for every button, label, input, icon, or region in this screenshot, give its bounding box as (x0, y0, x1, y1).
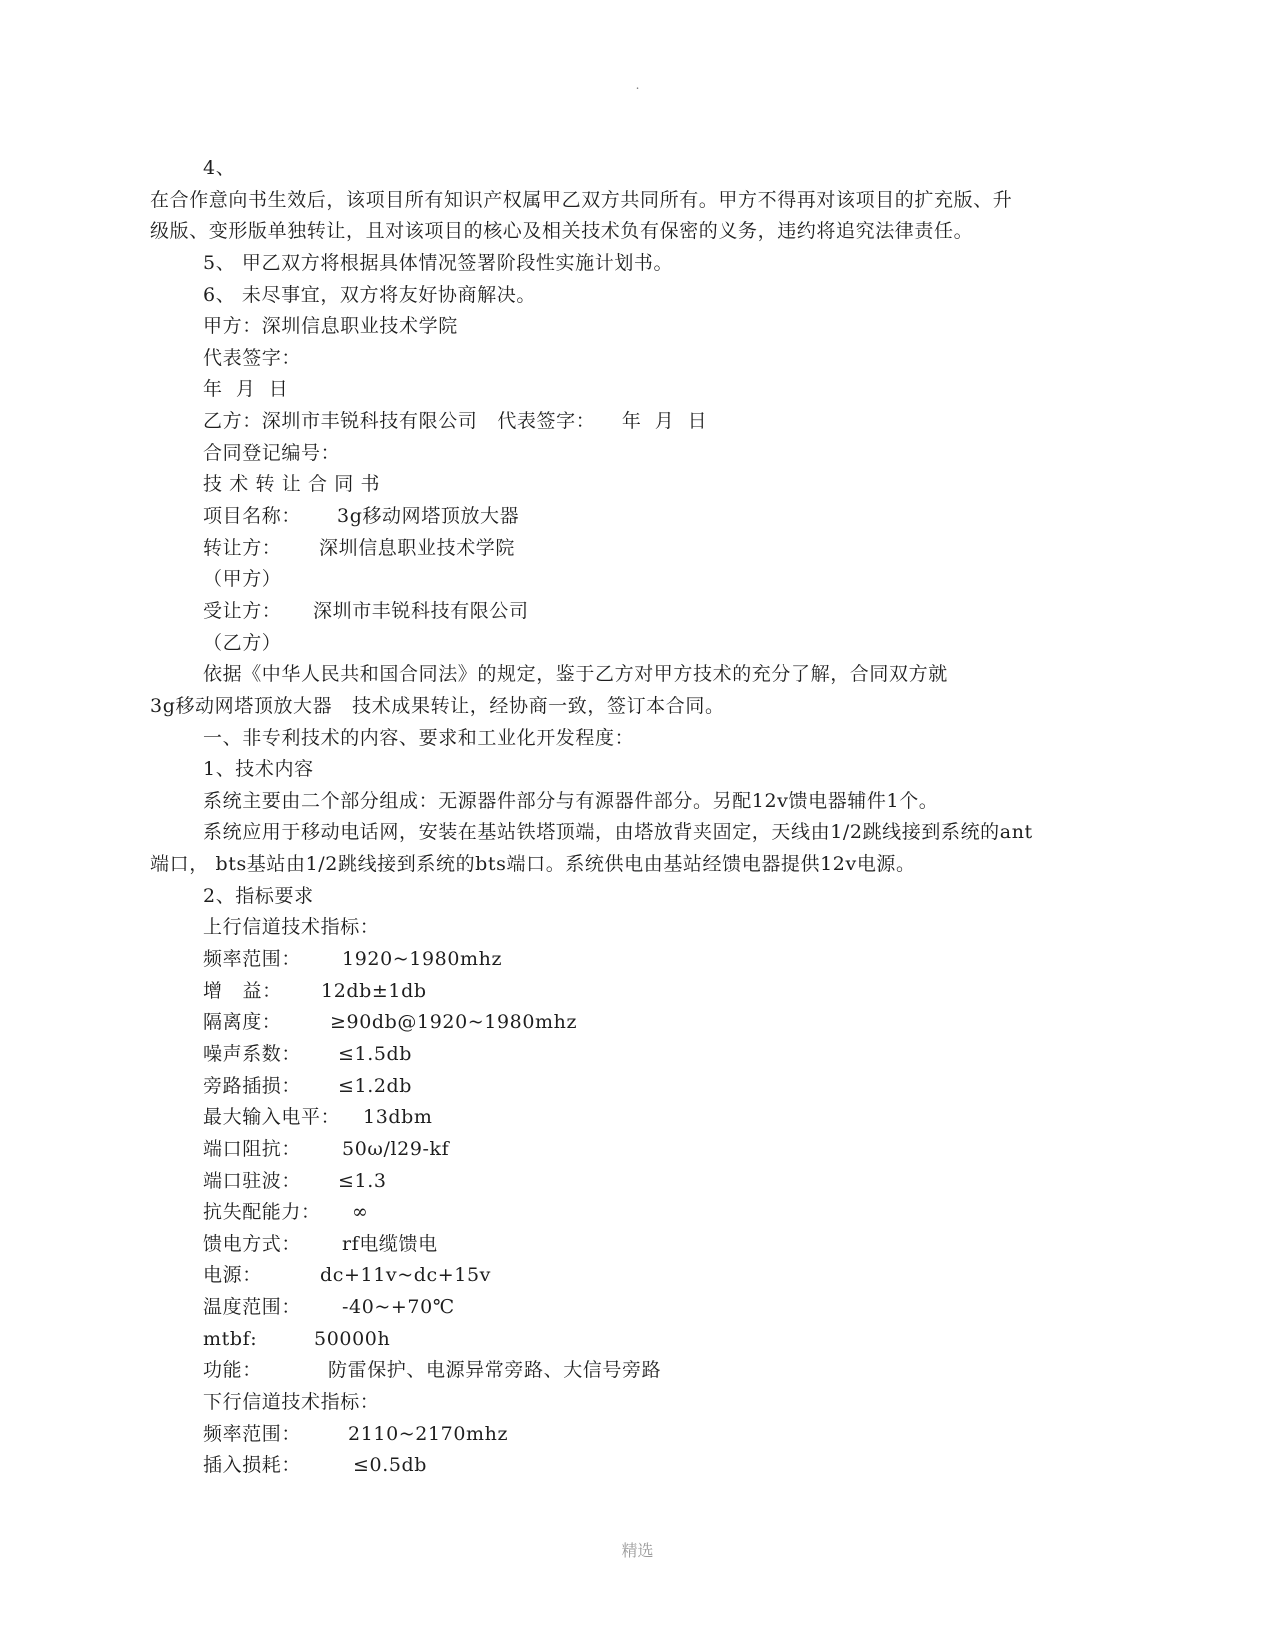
spec-row (150, 1419, 1125, 1451)
header-mark: . (635, 78, 640, 92)
transferor-role: （甲方） (203, 568, 282, 591)
spec-row (150, 1007, 1125, 1039)
spec-value: ≤1.5db (338, 1042, 413, 1065)
clause-5: 5、 甲乙双方将根据具体情况签署阶段性实施计划书。 (203, 251, 674, 274)
spec-value: ∞ (352, 1201, 369, 1224)
spec-label: 频率范围： (203, 948, 302, 971)
spec-value: ≥90db@1920~1980mhz (330, 1011, 578, 1034)
technical-content-paragraph-2-line-2: 端口， bts基站由1/2跳线接到系统的bts端口。系统供电由基站经馈电器提供12v电源。 (150, 853, 916, 876)
spec-label: 频率范围： (203, 1422, 302, 1445)
transferee-role: （乙方） (203, 631, 282, 654)
spec-label: 功能： (203, 1359, 262, 1382)
spec-label: mtbf: (203, 1327, 258, 1350)
representative-signature: 代表签字： (203, 346, 302, 369)
spec-label: 端口阻抗： (203, 1137, 302, 1160)
spec-value: 50000h (314, 1327, 391, 1350)
spec-label: 隔离度： (203, 1011, 282, 1034)
technical-content-paragraph-1: 系统主要由二个部分组成：无源器件部分与有源器件部分。另配12v馈电器辅件1个。 (203, 789, 939, 812)
uplink-spec-list (150, 944, 1125, 1387)
spec-value: 1920~1980mhz (342, 948, 503, 971)
spec-row (150, 1229, 1125, 1261)
technical-content-paragraph-2-line-1: 系统应用于移动电话网，安装在基站铁塔顶端，由塔放背夹固定，天线由1/2跳线接到系统的ant (203, 821, 1033, 844)
spec-value: 13dbm (363, 1106, 433, 1129)
downlink-spec-list (150, 1419, 1125, 1482)
spec-value: 12db±1db (321, 979, 427, 1002)
spec-label: 抗失配能力： (203, 1201, 321, 1224)
document-body (150, 153, 1125, 1482)
spec-row (150, 1355, 1125, 1387)
spec-value: ≤1.3 (338, 1169, 387, 1192)
downlink-heading: 下行信道技术指标： (203, 1390, 380, 1413)
spec-row (150, 1102, 1125, 1134)
transferee-value: 深圳市丰锐科技有限公司 (313, 599, 529, 622)
clause-4-line-1: 在合作意向书生效后，该项目所有知识产权属甲乙双方共同所有。甲方不得再对该项目的扩充版、升 (150, 188, 1013, 211)
footer-label: 精选 (621, 1541, 654, 1560)
spec-row (150, 944, 1125, 976)
spec-label: 电源： (203, 1264, 262, 1287)
subsection-technical-content: 1、技术内容 (203, 758, 314, 781)
spec-row (150, 1071, 1125, 1103)
contract-registration-number: 合同登记编号： (203, 441, 341, 464)
project-row (150, 501, 1125, 533)
basis-line-1: 依据《中华人民共和国合同法》的规定，鉴于乙方对甲方技术的充分了解，合同双方就 (203, 663, 948, 686)
clause-6: 6、 未尽事宜，双方将友好协商解决。 (203, 283, 536, 306)
transferor-row (150, 533, 1125, 565)
project-label: 项目名称： (203, 505, 302, 528)
spec-row (150, 1134, 1125, 1166)
spec-value: ≤1.2db (338, 1074, 413, 1097)
spec-value: -40~+70℃ (342, 1296, 455, 1319)
spec-row (150, 1166, 1125, 1198)
clause-4-line-2: 级版、变形版单独转让，且对该项目的核心及相关技术负有保密的义务，违约将追究法律责任。 (150, 220, 974, 243)
spec-label: 端口驻波： (203, 1169, 302, 1192)
clause-4-number: 4、 (203, 157, 236, 179)
party-a: 甲方：深圳信息职业技术学院 (203, 315, 458, 338)
spec-value: ≤0.5db (353, 1454, 428, 1477)
party-b: 乙方：深圳市丰锐科技有限公司 代表签字： 年 月 日 (203, 410, 708, 433)
project-value: 3g移动网塔顶放大器 (337, 505, 520, 528)
uplink-heading: 上行信道技术指标： (203, 916, 380, 939)
spec-row (150, 1324, 1125, 1356)
spec-value: rf电缆馈电 (342, 1232, 438, 1255)
spec-label: 最大输入电平： (203, 1106, 341, 1129)
spec-label: 温度范围： (203, 1296, 302, 1319)
spec-value: dc+11v~dc+15v (320, 1264, 491, 1287)
spec-row (150, 1450, 1125, 1482)
transferee-row (150, 596, 1125, 628)
date-a: 年 月 日 (203, 378, 289, 401)
transferor-label: 转让方： (203, 536, 282, 559)
spec-value: 2110~2170mhz (348, 1422, 509, 1445)
spec-row (150, 976, 1125, 1008)
basis-line-2: 3g移动网塔顶放大器 技术成果转让，经协商一致，签订本合同。 (150, 694, 725, 717)
spec-row (150, 1292, 1125, 1324)
spec-label: 噪声系数： (203, 1042, 302, 1065)
contract-title: 技 术 转 让 合 同 书 (203, 473, 381, 496)
spec-value: 防雷保护、电源异常旁路、大信号旁路 (328, 1359, 662, 1382)
spec-row (150, 1197, 1125, 1229)
spec-row (150, 1260, 1125, 1292)
transferee-label: 受让方： (203, 599, 282, 622)
spec-row (150, 1039, 1125, 1071)
transferor-value: 深圳信息职业技术学院 (319, 536, 516, 559)
subsection-specifications: 2、指标要求 (203, 884, 314, 907)
spec-label: 增 益： (203, 979, 282, 1002)
spec-value: 50ω/l29-kf (342, 1137, 450, 1160)
spec-label: 旁路插损： (203, 1074, 302, 1097)
spec-label: 馈电方式： (203, 1232, 302, 1255)
spec-label: 插入损耗： (203, 1454, 302, 1477)
section-1-heading: 一、非专利技术的内容、要求和工业化开发程度： (203, 726, 635, 749)
